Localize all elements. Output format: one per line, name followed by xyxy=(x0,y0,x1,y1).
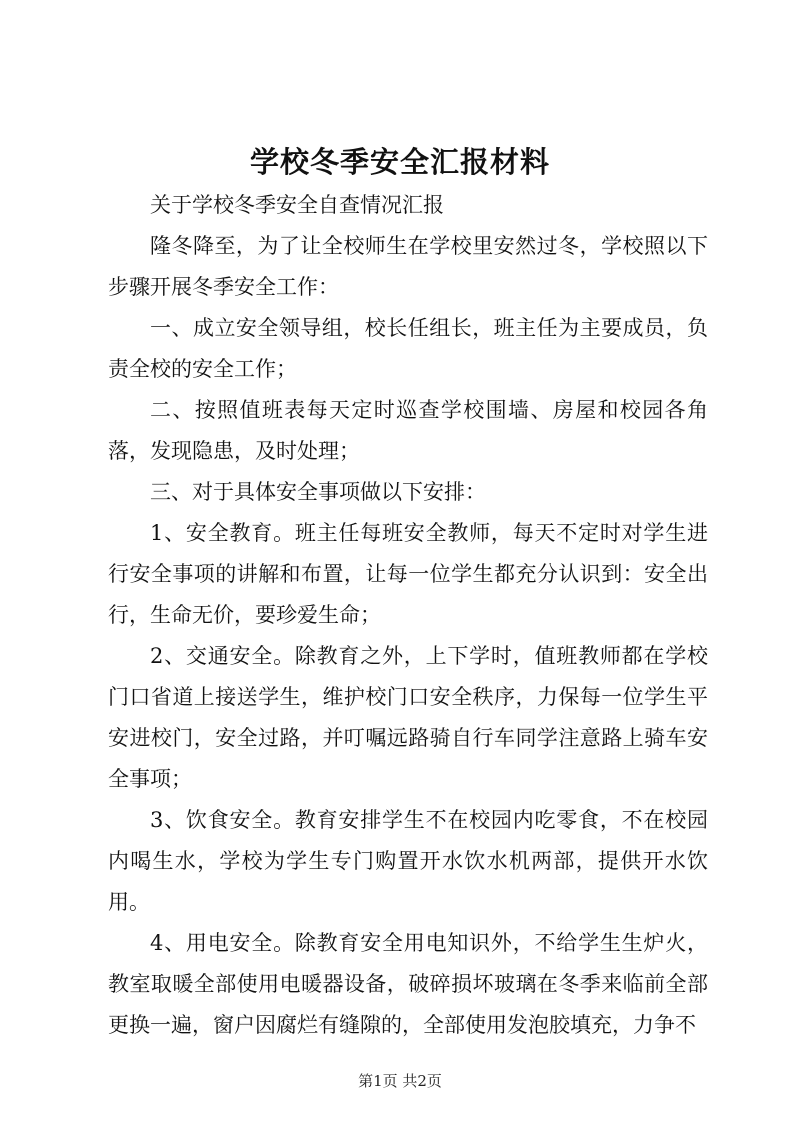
paragraph-item-3: 三、对于具体安全事项做以下安排： xyxy=(150,480,486,504)
paragraph-item-2: 二、按照值班表每天定时巡查学校围墙、房屋和校园各角落，发现隐患，及时处理； xyxy=(108,398,708,463)
paragraph-electric-safety: 4、用电安全。除教育安全用电知识外，不给学生生炉火，教室取暖全部使用电暖器设备，破碎损坏玻璃在冬季来临前全部更换一遍，窗户因腐烂有缝隙的，全部使用发泡胶填充，力争不 xyxy=(108,931,708,1037)
document-body xyxy=(108,185,708,1046)
paragraph-subtitle: 关于学校冬季安全自查情况汇报 xyxy=(150,193,444,217)
paragraph-traffic-safety: 2、交通安全。除教育之外，上下学时，值班教师都在学校门口省道上接送学生，维护校门口安全秩序，力保每一位学生平安进校门，安全过路，并叮嘱远路骑自行车同学注意路上骑车安全事项； xyxy=(108,644,708,791)
paragraph-food-safety: 3、饮食安全。教育安排学生不在校园内吃零食，不在校园内喝生水，学校为学生专门购置开水饮水机两部，提供开水饮用。 xyxy=(108,808,708,914)
page-footer: 第1页 共2页 xyxy=(358,1072,442,1090)
paragraph-safety-education: 1、安全教育。班主任每班安全教师，每天不定时对学生进行安全事项的讲解和布置，让每一位学生都充分认识到：安全出行，生命无价，要珍爱生命； xyxy=(108,521,708,627)
document-title: 学校冬季安全汇报材料 xyxy=(249,145,550,179)
paragraph-item-1: 一、成立安全领导组，校长任组长，班主任为主要成员，负责全校的安全工作； xyxy=(108,316,708,381)
paragraph-intro: 隆冬降至，为了让全校师生在学校里安然过冬，学校照以下步骤开展冬季安全工作： xyxy=(108,234,708,299)
